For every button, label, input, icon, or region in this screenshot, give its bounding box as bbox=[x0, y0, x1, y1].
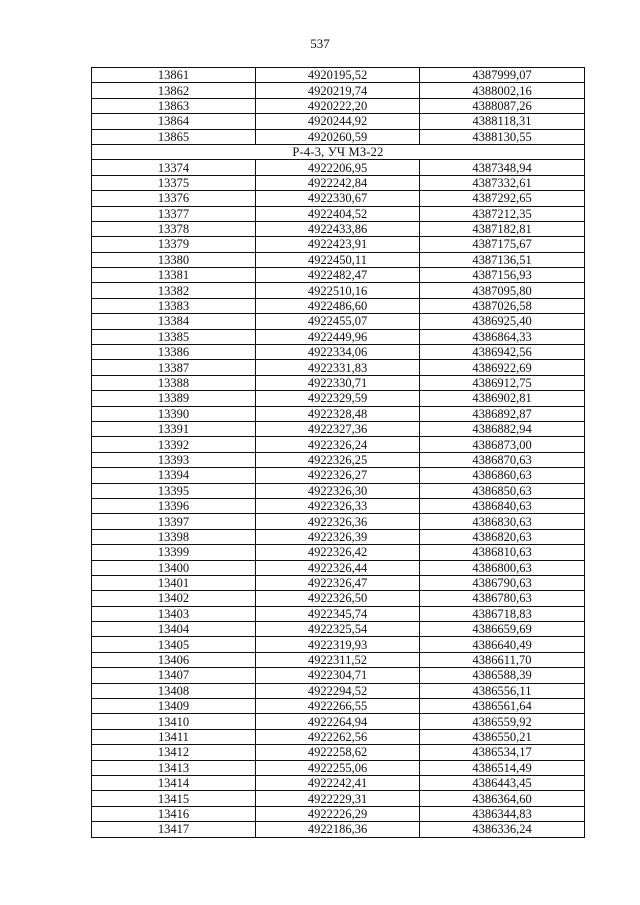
table-body-top bbox=[92, 68, 585, 145]
y-coordinate-cell: 4386925,40 bbox=[420, 314, 585, 329]
table-row bbox=[92, 791, 585, 806]
x-coordinate-cell: 4922510,16 bbox=[256, 283, 420, 298]
y-coordinate-cell: 4386718,83 bbox=[420, 606, 585, 621]
x-coordinate-cell: 4922330,71 bbox=[256, 375, 420, 390]
table-row bbox=[92, 314, 585, 329]
point-number-cell: 13400 bbox=[92, 560, 256, 575]
table-row bbox=[92, 668, 585, 683]
y-coordinate-cell: 4388002,16 bbox=[420, 83, 585, 98]
x-coordinate-cell: 4920195,52 bbox=[256, 68, 420, 83]
point-number-cell: 13384 bbox=[92, 314, 256, 329]
point-number-cell: 13401 bbox=[92, 575, 256, 590]
table-row bbox=[92, 529, 585, 544]
point-number-cell: 13405 bbox=[92, 637, 256, 652]
y-coordinate-cell: 4386922,69 bbox=[420, 360, 585, 375]
point-number-cell: 13392 bbox=[92, 437, 256, 452]
table-row bbox=[92, 560, 585, 575]
table-row bbox=[92, 83, 585, 98]
table-row bbox=[92, 498, 585, 513]
point-number-cell: 13862 bbox=[92, 83, 256, 98]
table-row bbox=[92, 129, 585, 144]
y-coordinate-cell: 4386790,63 bbox=[420, 575, 585, 590]
table-row bbox=[92, 437, 585, 452]
table-row bbox=[92, 652, 585, 667]
point-number-cell: 13387 bbox=[92, 360, 256, 375]
y-coordinate-cell: 4386840,63 bbox=[420, 498, 585, 513]
table-row bbox=[92, 760, 585, 775]
x-coordinate-cell: 4922326,30 bbox=[256, 483, 420, 498]
point-number-cell: 13390 bbox=[92, 406, 256, 421]
x-coordinate-cell: 4922319,93 bbox=[256, 637, 420, 652]
x-coordinate-cell: 4922482,47 bbox=[256, 268, 420, 283]
x-coordinate-cell: 4922311,52 bbox=[256, 652, 420, 667]
y-coordinate-cell: 4386800,63 bbox=[420, 560, 585, 575]
y-coordinate-cell: 4387175,67 bbox=[420, 237, 585, 252]
table-row bbox=[92, 329, 585, 344]
x-coordinate-cell: 4920260,59 bbox=[256, 129, 420, 144]
point-number-cell: 13375 bbox=[92, 175, 256, 190]
x-coordinate-cell: 4922258,62 bbox=[256, 745, 420, 760]
x-coordinate-cell: 4922330,67 bbox=[256, 191, 420, 206]
y-coordinate-cell: 4386882,94 bbox=[420, 421, 585, 436]
point-number-cell: 13865 bbox=[92, 129, 256, 144]
x-coordinate-cell: 4922264,94 bbox=[256, 714, 420, 729]
table-row bbox=[92, 68, 585, 83]
y-coordinate-cell: 4386561,64 bbox=[420, 699, 585, 714]
y-coordinate-cell: 4388130,55 bbox=[420, 129, 585, 144]
x-coordinate-cell: 4922329,59 bbox=[256, 391, 420, 406]
table-body-bottom bbox=[92, 160, 585, 837]
y-coordinate-cell: 4387348,94 bbox=[420, 160, 585, 175]
x-coordinate-cell: 4922423,91 bbox=[256, 237, 420, 252]
table-row bbox=[92, 545, 585, 560]
table-row bbox=[92, 252, 585, 267]
point-number-cell: 13391 bbox=[92, 421, 256, 436]
y-coordinate-cell: 4386659,69 bbox=[420, 622, 585, 637]
y-coordinate-cell: 4386611,70 bbox=[420, 652, 585, 667]
x-coordinate-cell: 4922326,27 bbox=[256, 468, 420, 483]
table-row bbox=[92, 114, 585, 129]
point-number-cell: 13378 bbox=[92, 221, 256, 236]
point-number-cell: 13861 bbox=[92, 68, 256, 83]
x-coordinate-cell: 4922326,50 bbox=[256, 591, 420, 606]
point-number-cell: 13397 bbox=[92, 514, 256, 529]
x-coordinate-cell: 4922226,29 bbox=[256, 806, 420, 821]
point-number-cell: 13408 bbox=[92, 683, 256, 698]
table-row bbox=[92, 391, 585, 406]
table-row bbox=[92, 714, 585, 729]
point-number-cell: 13406 bbox=[92, 652, 256, 667]
table-row bbox=[92, 360, 585, 375]
table-row bbox=[92, 622, 585, 637]
y-coordinate-cell: 4386870,63 bbox=[420, 452, 585, 467]
y-coordinate-cell: 4387332,61 bbox=[420, 175, 585, 190]
point-number-cell: 13404 bbox=[92, 622, 256, 637]
table-row bbox=[92, 283, 585, 298]
y-coordinate-cell: 4386892,87 bbox=[420, 406, 585, 421]
table-row bbox=[92, 268, 585, 283]
point-number-cell: 13381 bbox=[92, 268, 256, 283]
y-coordinate-cell: 4386364,60 bbox=[420, 791, 585, 806]
y-coordinate-cell: 4388087,26 bbox=[420, 98, 585, 113]
point-number-cell: 13417 bbox=[92, 822, 256, 837]
table-row bbox=[92, 806, 585, 821]
x-coordinate-cell: 4922449,96 bbox=[256, 329, 420, 344]
y-coordinate-cell: 4386820,63 bbox=[420, 529, 585, 544]
point-number-cell: 13415 bbox=[92, 791, 256, 806]
point-number-cell: 13383 bbox=[92, 298, 256, 313]
y-coordinate-cell: 4386514,49 bbox=[420, 760, 585, 775]
y-coordinate-cell: 4388118,31 bbox=[420, 114, 585, 129]
x-coordinate-cell: 4922345,74 bbox=[256, 606, 420, 621]
point-number-cell: 13389 bbox=[92, 391, 256, 406]
x-coordinate-cell: 4920219,74 bbox=[256, 83, 420, 98]
y-coordinate-cell: 4387095,80 bbox=[420, 283, 585, 298]
point-number-cell: 13393 bbox=[92, 452, 256, 467]
x-coordinate-cell: 4922433,86 bbox=[256, 221, 420, 236]
point-number-cell: 13386 bbox=[92, 345, 256, 360]
y-coordinate-cell: 4387156,93 bbox=[420, 268, 585, 283]
table-row bbox=[92, 345, 585, 360]
point-number-cell: 13395 bbox=[92, 483, 256, 498]
x-coordinate-cell: 4922229,31 bbox=[256, 791, 420, 806]
page-number: 537 bbox=[310, 36, 330, 51]
x-coordinate-cell: 4922186,36 bbox=[256, 822, 420, 837]
y-coordinate-cell: 4386336,24 bbox=[420, 822, 585, 837]
x-coordinate-cell: 4922262,56 bbox=[256, 729, 420, 744]
y-coordinate-cell: 4386556,11 bbox=[420, 683, 585, 698]
y-coordinate-cell: 4387136,51 bbox=[420, 252, 585, 267]
y-coordinate-cell: 4386640,49 bbox=[420, 637, 585, 652]
x-coordinate-cell: 4922326,42 bbox=[256, 545, 420, 560]
x-coordinate-cell: 4922326,25 bbox=[256, 452, 420, 467]
point-number-cell: 13385 bbox=[92, 329, 256, 344]
x-coordinate-cell: 4922327,36 bbox=[256, 421, 420, 436]
point-number-cell: 13410 bbox=[92, 714, 256, 729]
table-row bbox=[92, 514, 585, 529]
x-coordinate-cell: 4920222,20 bbox=[256, 98, 420, 113]
y-coordinate-cell: 4386942,56 bbox=[420, 345, 585, 360]
section-header-row bbox=[92, 144, 585, 159]
table-row bbox=[92, 637, 585, 652]
x-coordinate-cell: 4922326,24 bbox=[256, 437, 420, 452]
point-number-cell: 13394 bbox=[92, 468, 256, 483]
point-number-cell: 13402 bbox=[92, 591, 256, 606]
y-coordinate-cell: 4387212,35 bbox=[420, 206, 585, 221]
x-coordinate-cell: 4922304,71 bbox=[256, 668, 420, 683]
point-number-cell: 13403 bbox=[92, 606, 256, 621]
table-row bbox=[92, 468, 585, 483]
y-coordinate-cell: 4386780,63 bbox=[420, 591, 585, 606]
table-row bbox=[92, 421, 585, 436]
table-row bbox=[92, 98, 585, 113]
y-coordinate-cell: 4387292,65 bbox=[420, 191, 585, 206]
table-row bbox=[92, 160, 585, 175]
table-row bbox=[92, 221, 585, 236]
y-coordinate-cell: 4386534,17 bbox=[420, 745, 585, 760]
point-number-cell: 13411 bbox=[92, 729, 256, 744]
y-coordinate-cell: 4386830,63 bbox=[420, 514, 585, 529]
table-row bbox=[92, 591, 585, 606]
y-coordinate-cell: 4386864,33 bbox=[420, 329, 585, 344]
table-row bbox=[92, 298, 585, 313]
x-coordinate-cell: 4922328,48 bbox=[256, 406, 420, 421]
point-number-cell: 13864 bbox=[92, 114, 256, 129]
x-coordinate-cell: 4922242,41 bbox=[256, 775, 420, 790]
point-number-cell: 13396 bbox=[92, 498, 256, 513]
table-row bbox=[92, 729, 585, 744]
x-coordinate-cell: 4922294,52 bbox=[256, 683, 420, 698]
table-row bbox=[92, 206, 585, 221]
table-row bbox=[92, 745, 585, 760]
table-row bbox=[92, 699, 585, 714]
point-number-cell: 13374 bbox=[92, 160, 256, 175]
x-coordinate-cell: 4920244,92 bbox=[256, 114, 420, 129]
coordinates-table bbox=[91, 67, 585, 838]
y-coordinate-cell: 4386873,00 bbox=[420, 437, 585, 452]
y-coordinate-cell: 4386559,92 bbox=[420, 714, 585, 729]
table-row bbox=[92, 775, 585, 790]
y-coordinate-cell: 4386902,81 bbox=[420, 391, 585, 406]
point-number-cell: 13377 bbox=[92, 206, 256, 221]
y-coordinate-cell: 4386860,63 bbox=[420, 468, 585, 483]
y-coordinate-cell: 4386588,39 bbox=[420, 668, 585, 683]
x-coordinate-cell: 4922331,83 bbox=[256, 360, 420, 375]
table-row bbox=[92, 237, 585, 252]
point-number-cell: 13380 bbox=[92, 252, 256, 267]
section-label: Р-4-3, УЧ МЗ-22 bbox=[92, 144, 585, 159]
x-coordinate-cell: 4922206,95 bbox=[256, 160, 420, 175]
table-row bbox=[92, 683, 585, 698]
table-row bbox=[92, 575, 585, 590]
table-row bbox=[92, 191, 585, 206]
x-coordinate-cell: 4922326,39 bbox=[256, 529, 420, 544]
x-coordinate-cell: 4922326,33 bbox=[256, 498, 420, 513]
point-number-cell: 13399 bbox=[92, 545, 256, 560]
y-coordinate-cell: 4386810,63 bbox=[420, 545, 585, 560]
y-coordinate-cell: 4386850,63 bbox=[420, 483, 585, 498]
y-coordinate-cell: 4386912,75 bbox=[420, 375, 585, 390]
y-coordinate-cell: 4386344,83 bbox=[420, 806, 585, 821]
point-number-cell: 13382 bbox=[92, 283, 256, 298]
table-row bbox=[92, 406, 585, 421]
x-coordinate-cell: 4922455,07 bbox=[256, 314, 420, 329]
point-number-cell: 13407 bbox=[92, 668, 256, 683]
point-number-cell: 13376 bbox=[92, 191, 256, 206]
point-number-cell: 13414 bbox=[92, 775, 256, 790]
point-number-cell: 13379 bbox=[92, 237, 256, 252]
x-coordinate-cell: 4922325,54 bbox=[256, 622, 420, 637]
point-number-cell: 13413 bbox=[92, 760, 256, 775]
table-row bbox=[92, 175, 585, 190]
y-coordinate-cell: 4387026,58 bbox=[420, 298, 585, 313]
point-number-cell: 13416 bbox=[92, 806, 256, 821]
x-coordinate-cell: 4922334,06 bbox=[256, 345, 420, 360]
section-header-group bbox=[92, 144, 585, 159]
table-row bbox=[92, 483, 585, 498]
table-row bbox=[92, 822, 585, 837]
point-number-cell: 13388 bbox=[92, 375, 256, 390]
x-coordinate-cell: 4922242,84 bbox=[256, 175, 420, 190]
table-row bbox=[92, 452, 585, 467]
y-coordinate-cell: 4387999,07 bbox=[420, 68, 585, 83]
table-row bbox=[92, 375, 585, 390]
x-coordinate-cell: 4922255,06 bbox=[256, 760, 420, 775]
x-coordinate-cell: 4922486,60 bbox=[256, 298, 420, 313]
table-row bbox=[92, 606, 585, 621]
x-coordinate-cell: 4922326,36 bbox=[256, 514, 420, 529]
x-coordinate-cell: 4922450,11 bbox=[256, 252, 420, 267]
point-number-cell: 13412 bbox=[92, 745, 256, 760]
point-number-cell: 13409 bbox=[92, 699, 256, 714]
y-coordinate-cell: 4387182,81 bbox=[420, 221, 585, 236]
y-coordinate-cell: 4386550,21 bbox=[420, 729, 585, 744]
x-coordinate-cell: 4922326,44 bbox=[256, 560, 420, 575]
x-coordinate-cell: 4922326,47 bbox=[256, 575, 420, 590]
y-coordinate-cell: 4386443,45 bbox=[420, 775, 585, 790]
x-coordinate-cell: 4922404,52 bbox=[256, 206, 420, 221]
x-coordinate-cell: 4922266,55 bbox=[256, 699, 420, 714]
point-number-cell: 13398 bbox=[92, 529, 256, 544]
point-number-cell: 13863 bbox=[92, 98, 256, 113]
